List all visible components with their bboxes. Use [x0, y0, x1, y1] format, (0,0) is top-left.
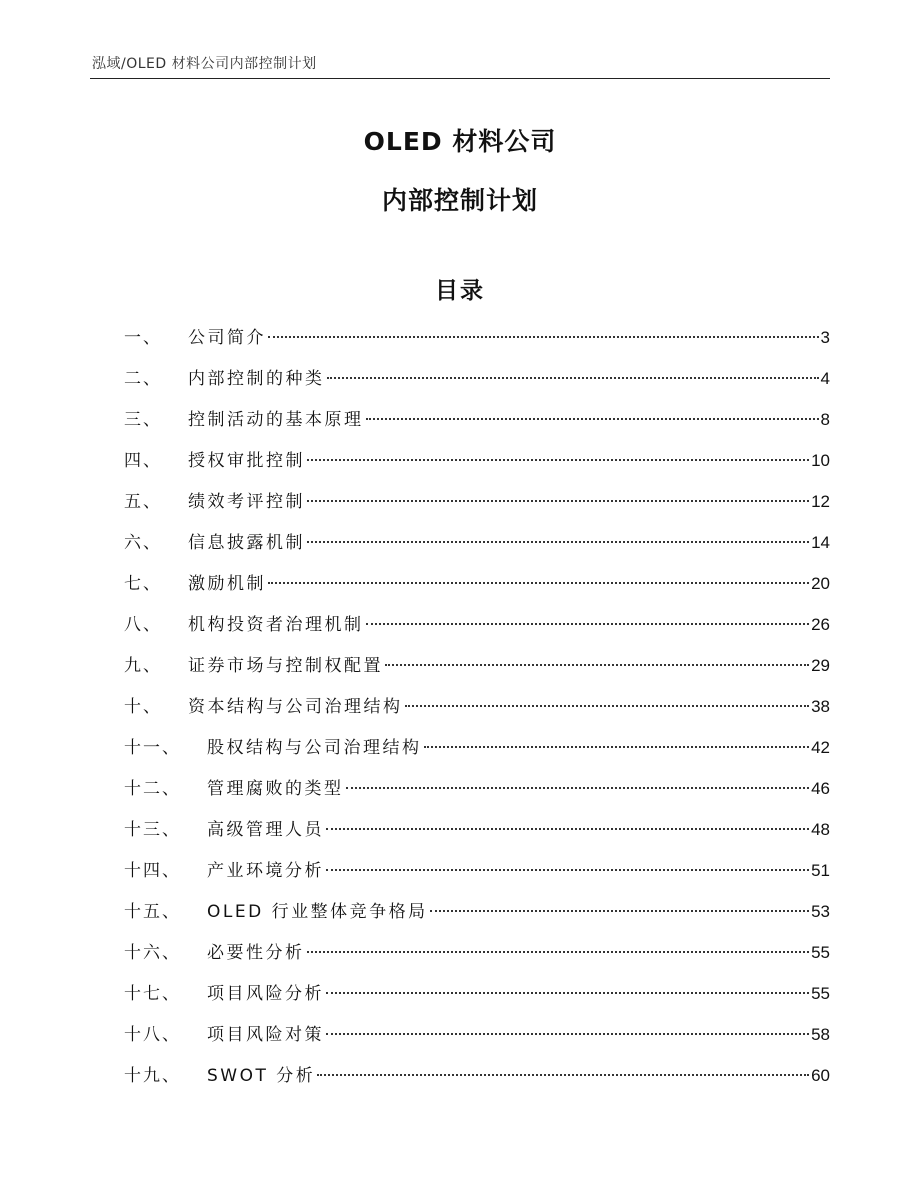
toc-entry-page: 55: [811, 984, 830, 1003]
toc-entry[interactable]: [124, 650, 830, 691]
page-header: 泓域/OLED 材料公司内部控制计划: [92, 56, 317, 72]
toc-entry[interactable]: [124, 732, 830, 773]
toc-entry-number: 十七、: [124, 984, 181, 1004]
toc-leader-dots: [307, 541, 809, 543]
toc-entry-page: 48: [811, 820, 830, 839]
toc-entry-number: 五、: [124, 492, 162, 512]
document-title-line-2: 内部控制计划: [381, 186, 538, 215]
toc-entry[interactable]: [124, 486, 830, 527]
table-of-contents: [124, 322, 830, 1101]
toc-entry-page: 20: [811, 574, 830, 593]
toc-entry[interactable]: [124, 1060, 830, 1101]
toc-entry-page: 60: [811, 1066, 830, 1085]
toc-entry-label: 控制活动的基本原理: [188, 410, 364, 430]
toc-entry-page: 26: [811, 615, 830, 634]
toc-entry[interactable]: [124, 322, 830, 363]
toc-entry-label: 信息披露机制: [188, 533, 305, 553]
toc-entry[interactable]: [124, 527, 830, 568]
toc-entry-page: 55: [811, 943, 830, 962]
document-title-line-1: OLED 材料公司: [363, 127, 557, 156]
toc-entry-page: 3: [820, 328, 830, 347]
toc-entry-label: 股权结构与公司治理结构: [207, 738, 422, 758]
header-divider: [90, 78, 830, 79]
toc-entry-page: 53: [811, 902, 830, 921]
toc-leader-dots: [307, 500, 809, 502]
toc-entry-number: 九、: [124, 656, 162, 676]
toc-entry-number: 十三、: [124, 820, 181, 840]
toc-leader-dots: [268, 582, 809, 584]
toc-leader-dots: [405, 705, 810, 707]
toc-entry-number: 十五、: [124, 902, 181, 922]
toc-entry-label: OLED 行业整体竞争格局: [207, 902, 428, 922]
toc-entry[interactable]: [124, 855, 830, 896]
toc-entry-label: 项目风险分析: [207, 984, 324, 1004]
toc-entry-label: 管理腐败的类型: [207, 779, 344, 799]
toc-entry-number: 二、: [124, 369, 162, 389]
toc-leader-dots: [326, 869, 809, 871]
toc-entry[interactable]: [124, 363, 830, 404]
toc-entry-number: 六、: [124, 533, 162, 553]
toc-entry-page: 14: [811, 533, 830, 552]
toc-entry-number: 十六、: [124, 943, 181, 963]
toc-entry[interactable]: [124, 1019, 830, 1060]
toc-leader-dots: [307, 951, 810, 953]
toc-entry-label: 资本结构与公司治理结构: [188, 697, 403, 717]
toc-entry[interactable]: [124, 773, 830, 814]
toc-entry-page: 38: [811, 697, 830, 716]
toc-leader-dots: [385, 664, 809, 666]
toc-entry-label: 授权审批控制: [188, 451, 305, 471]
toc-entry-page: 29: [811, 656, 830, 675]
toc-entry[interactable]: [124, 445, 830, 486]
toc-entry-page: 58: [811, 1025, 830, 1044]
toc-entry-number: 一、: [124, 328, 162, 348]
toc-heading: 目录: [435, 278, 485, 304]
toc-entry-page: 42: [811, 738, 830, 757]
toc-entry-page: 51: [811, 861, 830, 880]
toc-entry-number: 十八、: [124, 1025, 181, 1045]
toc-entry-page: 10: [811, 451, 830, 470]
toc-entry-number: 三、: [124, 410, 162, 430]
toc-leader-dots: [327, 377, 819, 379]
toc-entry-label: 绩效考评控制: [188, 492, 305, 512]
toc-entry[interactable]: [124, 609, 830, 650]
toc-entry-number: 七、: [124, 574, 162, 594]
toc-leader-dots: [346, 787, 810, 789]
toc-entry-label: 证券市场与控制权配置: [188, 656, 383, 676]
toc-entry-number: 十四、: [124, 861, 181, 881]
toc-entry-label: 高级管理人员: [207, 820, 324, 840]
toc-entry[interactable]: [124, 896, 830, 937]
toc-leader-dots: [366, 418, 819, 420]
toc-entry-label: 产业环境分析: [207, 861, 324, 881]
toc-entry[interactable]: [124, 568, 830, 609]
toc-leader-dots: [366, 623, 810, 625]
toc-entry-number: 四、: [124, 451, 162, 471]
toc-entry-page: 8: [820, 410, 830, 429]
toc-leader-dots: [268, 336, 819, 338]
toc-entry-label: 公司简介: [188, 328, 266, 348]
toc-entry-label: 机构投资者治理机制: [188, 615, 364, 635]
toc-leader-dots: [326, 1033, 809, 1035]
toc-entry[interactable]: [124, 978, 830, 1019]
toc-leader-dots: [326, 828, 809, 830]
toc-leader-dots: [430, 910, 809, 912]
toc-entry-number: 八、: [124, 615, 162, 635]
toc-entry-label: 内部控制的种类: [188, 369, 325, 389]
toc-entry-number: 十九、: [124, 1066, 181, 1086]
toc-leader-dots: [307, 459, 809, 461]
toc-entry[interactable]: [124, 404, 830, 445]
toc-leader-dots: [424, 746, 810, 748]
toc-entry[interactable]: [124, 814, 830, 855]
toc-entry-page: 46: [811, 779, 830, 798]
toc-entry[interactable]: [124, 937, 830, 978]
toc-entry-number: 十一、: [124, 738, 181, 758]
toc-entry-label: SWOT 分析: [207, 1066, 316, 1086]
toc-entry[interactable]: [124, 691, 830, 732]
toc-entry-label: 项目风险对策: [207, 1025, 324, 1045]
toc-leader-dots: [317, 1074, 809, 1076]
toc-entry-page: 12: [811, 492, 830, 511]
toc-entry-label: 激励机制: [188, 574, 266, 594]
toc-leader-dots: [326, 992, 809, 994]
toc-entry-number: 十、: [124, 697, 162, 717]
toc-entry-page: 4: [820, 369, 830, 388]
toc-entry-label: 必要性分析: [207, 943, 305, 963]
toc-entry-number: 十二、: [124, 779, 181, 799]
